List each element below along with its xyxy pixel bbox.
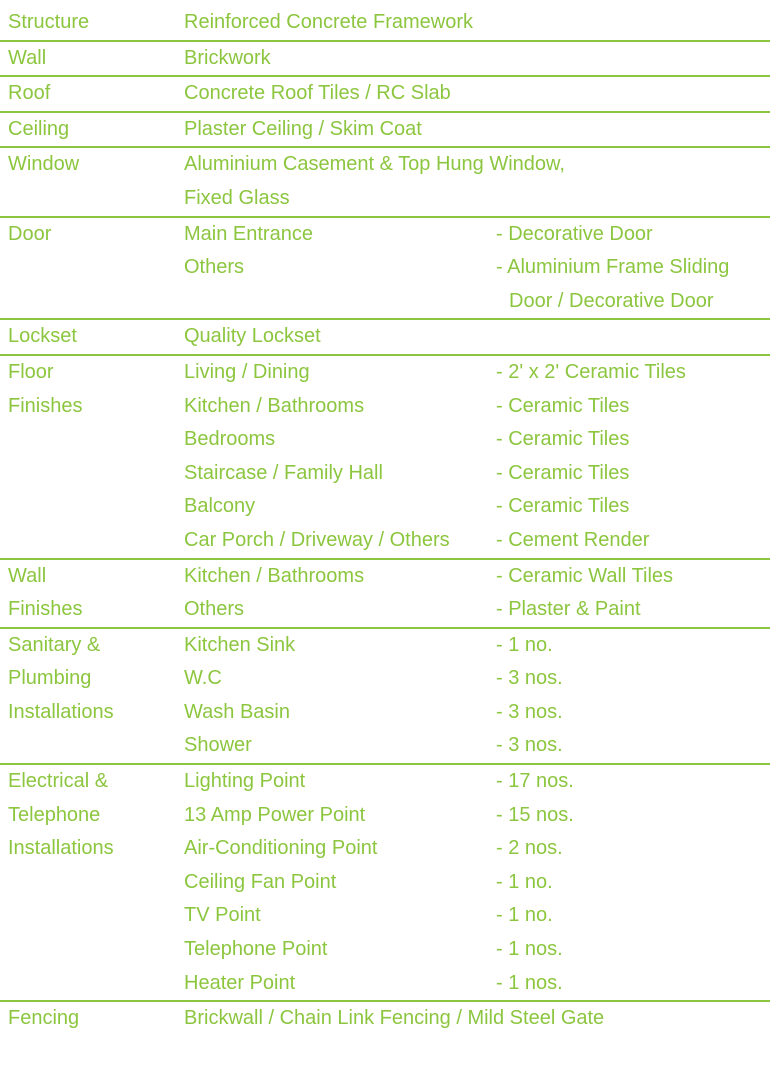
spec-item: Others <box>184 598 245 621</box>
spec-detail: - 17 nos. <box>496 770 574 793</box>
spec-detail: - Ceramic Wall Tiles <box>496 564 674 587</box>
spec-row <box>0 899 770 933</box>
spec-row <box>0 832 770 866</box>
spec-detail: - 15 nos. <box>496 803 574 826</box>
spec-row <box>0 490 770 524</box>
spec-row <box>0 6 770 40</box>
spec-category-label: Floor <box>8 360 54 383</box>
spec-detail: - Aluminium Frame Sliding <box>496 256 730 279</box>
spec-row <box>0 933 770 967</box>
spec-item: Brickwall / Chain Link Fencing / Mild Steel Gate <box>184 1007 605 1030</box>
spec-detail: - 2' x 2' Ceramic Tiles <box>496 360 686 383</box>
spec-item: Fixed Glass <box>184 186 290 209</box>
spec-section <box>0 113 770 149</box>
spec-detail: - 2 nos. <box>496 837 563 860</box>
spec-category-label: Roof <box>8 82 51 105</box>
spec-detail: - Ceramic Tiles <box>496 495 630 518</box>
spec-detail: Door / Decorative Door <box>509 289 714 312</box>
spec-item: Balcony <box>184 495 256 518</box>
spec-item: Bedrooms <box>184 428 276 451</box>
spec-item: Brickwork <box>184 46 271 69</box>
spec-row <box>0 113 770 147</box>
spec-row <box>0 218 770 252</box>
spec-row <box>0 696 770 730</box>
spec-row <box>0 42 770 76</box>
spec-item: Plaster Ceiling / Skim Coat <box>184 117 422 140</box>
spec-row <box>0 320 770 354</box>
spec-row <box>0 629 770 663</box>
spec-item: Main Entrance <box>184 222 313 245</box>
spec-category-label: Installations <box>8 837 114 860</box>
spec-section <box>0 356 770 560</box>
spec-row <box>0 866 770 900</box>
spec-item: Aluminium Casement & Top Hung Window, <box>184 153 565 176</box>
spec-row <box>0 457 770 491</box>
spec-category-label: Door <box>8 222 52 245</box>
spec-detail: - 1 nos. <box>496 971 563 994</box>
spec-detail: - Ceramic Tiles <box>496 461 630 484</box>
spec-row <box>0 182 770 216</box>
spec-detail: - 1 nos. <box>496 938 563 961</box>
spec-row <box>0 799 770 833</box>
spec-detail: - Cement Render <box>496 528 650 551</box>
spec-section <box>0 42 770 78</box>
spec-item: Living / Dining <box>184 360 310 383</box>
spec-row <box>0 524 770 558</box>
spec-category-label: Wall <box>8 564 47 587</box>
spec-section <box>0 6 770 42</box>
spec-item: Heater Point <box>184 971 296 994</box>
spec-category-label: Installations <box>8 700 114 723</box>
spec-row <box>0 662 770 696</box>
spec-row <box>0 148 770 182</box>
spec-row <box>0 285 770 319</box>
spec-detail: - 3 nos. <box>496 667 563 690</box>
spec-row <box>0 1002 770 1036</box>
spec-row <box>0 967 770 1001</box>
spec-detail: - 1 no. <box>496 633 553 656</box>
spec-detail: - Ceramic Tiles <box>496 428 630 451</box>
spec-section <box>0 320 770 356</box>
spec-item: Quality Lockset <box>184 325 321 348</box>
spec-item: Ceiling Fan Point <box>184 870 337 893</box>
spec-category-label: Window <box>8 153 80 176</box>
spec-category-label: Electrical & <box>8 770 109 793</box>
spec-row <box>0 593 770 627</box>
spec-item: Lighting Point <box>184 770 306 793</box>
spec-item: TV Point <box>184 904 261 927</box>
spec-item: Reinforced Concrete Framework <box>184 11 473 33</box>
spec-category-label: Finishes <box>8 598 83 621</box>
spec-section <box>0 560 770 629</box>
spec-item: Air-Conditioning Point <box>184 837 378 860</box>
spec-row <box>0 251 770 285</box>
spec-category-label: Lockset <box>8 325 77 348</box>
spec-category-label: Sanitary & <box>8 633 101 656</box>
spec-item: Shower <box>184 734 252 757</box>
spec-row <box>0 77 770 111</box>
spec-item: Wash Basin <box>184 700 290 723</box>
spec-item: Car Porch / Driveway / Others <box>184 528 450 551</box>
spec-section <box>0 765 770 1002</box>
spec-category-label: Structure <box>8 11 90 33</box>
specification-table <box>0 6 770 1036</box>
spec-category-label: Telephone <box>8 803 101 826</box>
spec-section <box>0 629 770 765</box>
spec-item: Others <box>184 256 245 279</box>
spec-category-label: Ceiling <box>8 117 70 140</box>
spec-item: Kitchen / Bathrooms <box>184 394 365 417</box>
spec-detail: - 3 nos. <box>496 700 563 723</box>
spec-detail: - 1 no. <box>496 870 553 893</box>
spec-item: Concrete Roof Tiles / RC Slab <box>184 82 451 105</box>
spec-item: Staircase / Family Hall <box>184 461 383 484</box>
spec-row <box>0 765 770 799</box>
spec-category-label: Wall <box>8 46 47 69</box>
spec-row <box>0 356 770 390</box>
spec-row <box>0 423 770 457</box>
spec-category-label: Finishes <box>8 394 83 417</box>
spec-section <box>0 1002 770 1036</box>
spec-detail: - Ceramic Tiles <box>496 394 630 417</box>
spec-item: 13 Amp Power Point <box>184 803 366 826</box>
spec-detail: - Decorative Door <box>496 222 653 245</box>
spec-item: Kitchen / Bathrooms <box>184 564 365 587</box>
spec-detail: - 1 no. <box>496 904 553 927</box>
spec-row <box>0 560 770 594</box>
spec-item: Kitchen Sink <box>184 633 296 656</box>
spec-row <box>0 729 770 763</box>
spec-item: W.C <box>184 667 222 690</box>
spec-row <box>0 390 770 424</box>
spec-item: Telephone Point <box>184 938 328 961</box>
spec-category-label: Plumbing <box>8 667 92 690</box>
spec-section <box>0 148 770 217</box>
spec-section <box>0 77 770 113</box>
spec-detail: - 3 nos. <box>496 734 563 757</box>
spec-detail: - Plaster & Paint <box>496 598 641 621</box>
spec-category-label: Fencing <box>8 1007 80 1030</box>
spec-section <box>0 218 770 321</box>
